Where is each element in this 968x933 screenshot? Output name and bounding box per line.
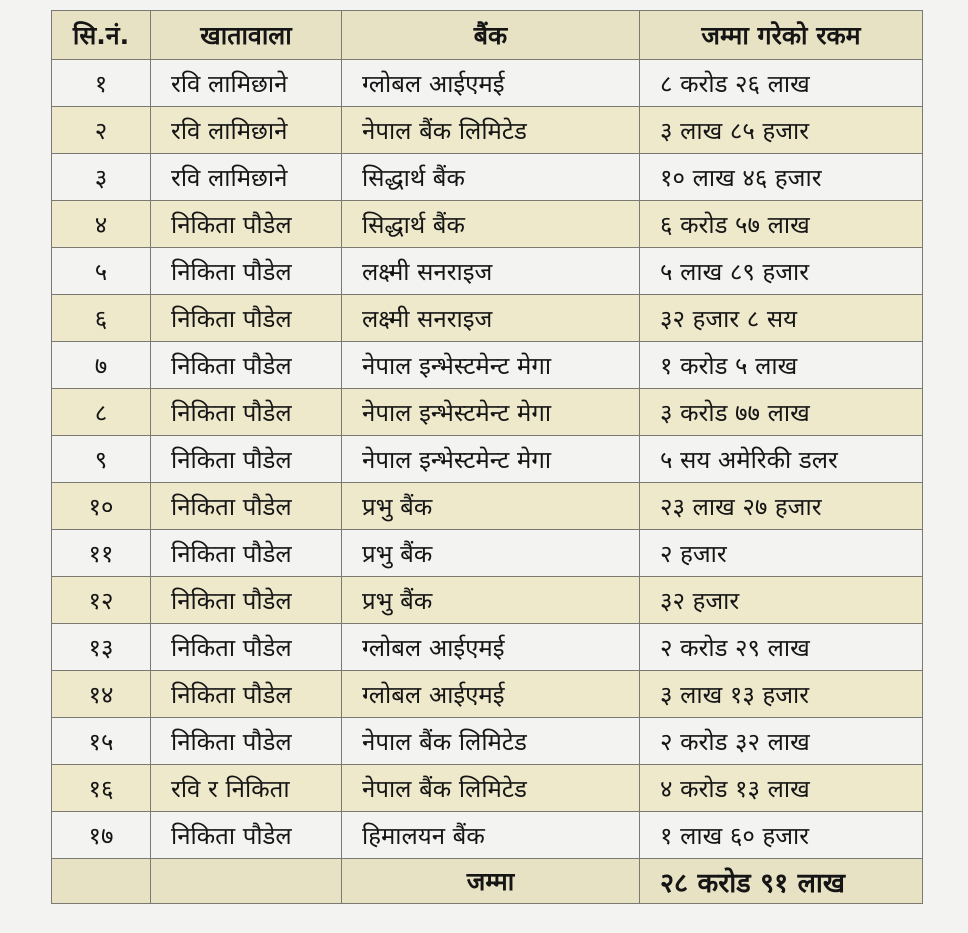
cell-serial-number: १४ <box>52 671 151 718</box>
cell-serial-number: ६ <box>52 295 151 342</box>
cell-serial-number: ४ <box>52 201 151 248</box>
cell-account-holder: निकिता पौडेल <box>151 624 342 671</box>
table-row <box>52 718 923 765</box>
cell-amount: ३ लाख १३ हजार <box>640 671 923 718</box>
table-row <box>52 60 923 107</box>
table-row <box>52 389 923 436</box>
table-row <box>52 812 923 859</box>
cell-amount: ५ सय अमेरिकी डलर <box>640 436 923 483</box>
cell-account-holder: रवि लामिछाने <box>151 154 342 201</box>
cell-bank: नेपाल इन्भेस्टमेन्ट मेगा <box>342 389 640 436</box>
cell-serial-number: १ <box>52 60 151 107</box>
cell-amount: २ करोड ३२ लाख <box>640 718 923 765</box>
cell-serial-number: ९ <box>52 436 151 483</box>
cell-amount: ४ करोड १३ लाख <box>640 765 923 812</box>
cell-amount: १० लाख ४६ हजार <box>640 154 923 201</box>
table-row <box>52 671 923 718</box>
total-empty-cell <box>52 859 151 904</box>
cell-amount: १ करोड ५ लाख <box>640 342 923 389</box>
total-label: जम्मा <box>342 859 640 904</box>
header-deposited-amount: जम्मा गरेको रकम <box>640 11 923 60</box>
total-empty-cell <box>151 859 342 904</box>
cell-bank: प्रभु बैंक <box>342 577 640 624</box>
cell-account-holder: निकिता पौडेल <box>151 577 342 624</box>
table-row <box>52 107 923 154</box>
header-bank: बैंक <box>342 11 640 60</box>
cell-account-holder: निकिता पौडेल <box>151 812 342 859</box>
cell-account-holder: निकिता पौडेल <box>151 483 342 530</box>
table-row <box>52 295 923 342</box>
cell-bank: नेपाल बैंक लिमिटेड <box>342 718 640 765</box>
cell-amount: ३२ हजार ८ सय <box>640 295 923 342</box>
cell-serial-number: ५ <box>52 248 151 295</box>
cell-serial-number: ८ <box>52 389 151 436</box>
cell-account-holder: निकिता पौडेल <box>151 436 342 483</box>
cell-account-holder: निकिता पौडेल <box>151 248 342 295</box>
cell-amount: २ हजार <box>640 530 923 577</box>
table-header-row <box>52 11 923 60</box>
cell-amount: १ लाख ६० हजार <box>640 812 923 859</box>
cell-bank: हिमालयन बैंक <box>342 812 640 859</box>
cell-bank: सिद्धार्थ बैंक <box>342 154 640 201</box>
deposit-table <box>51 10 923 904</box>
cell-amount: २ करोड २९ लाख <box>640 624 923 671</box>
cell-amount: ३ लाख ८५ हजार <box>640 107 923 154</box>
cell-bank: ग्लोबल आईएमई <box>342 624 640 671</box>
cell-bank: नेपाल इन्भेस्टमेन्ट मेगा <box>342 436 640 483</box>
cell-account-holder: निकिता पौडेल <box>151 718 342 765</box>
cell-bank: लक्ष्मी सनराइज <box>342 295 640 342</box>
cell-bank: ग्लोबल आईएमई <box>342 60 640 107</box>
table-row <box>52 342 923 389</box>
cell-bank: ग्लोबल आईएमई <box>342 671 640 718</box>
total-row <box>52 859 923 904</box>
table-row <box>52 248 923 295</box>
cell-bank: लक्ष्मी सनराइज <box>342 248 640 295</box>
table-row <box>52 624 923 671</box>
header-serial-number: सि.नं. <box>52 11 151 60</box>
table-row <box>52 483 923 530</box>
table-row <box>52 765 923 812</box>
table-row <box>52 201 923 248</box>
cell-amount: ५ लाख ८९ हजार <box>640 248 923 295</box>
total-amount: २८ करोड ९१ लाख <box>640 859 923 904</box>
cell-serial-number: १६ <box>52 765 151 812</box>
cell-serial-number: १० <box>52 483 151 530</box>
cell-bank: नेपाल बैंक लिमिटेड <box>342 765 640 812</box>
cell-serial-number: २ <box>52 107 151 154</box>
cell-bank: प्रभु बैंक <box>342 483 640 530</box>
cell-account-holder: निकिता पौडेल <box>151 389 342 436</box>
cell-bank: नेपाल इन्भेस्टमेन्ट मेगा <box>342 342 640 389</box>
table-row <box>52 154 923 201</box>
cell-bank: प्रभु बैंक <box>342 530 640 577</box>
table-body <box>52 60 923 859</box>
header-account-holder: खातावाला <box>151 11 342 60</box>
cell-account-holder: रवि लामिछाने <box>151 60 342 107</box>
cell-serial-number: ३ <box>52 154 151 201</box>
cell-amount: २३ लाख २७ हजार <box>640 483 923 530</box>
table-row <box>52 436 923 483</box>
cell-serial-number: १५ <box>52 718 151 765</box>
cell-account-holder: निकिता पौडेल <box>151 201 342 248</box>
cell-amount: ८ करोड २६ लाख <box>640 60 923 107</box>
cell-serial-number: १३ <box>52 624 151 671</box>
cell-bank: सिद्धार्थ बैंक <box>342 201 640 248</box>
cell-serial-number: ११ <box>52 530 151 577</box>
cell-serial-number: ७ <box>52 342 151 389</box>
cell-serial-number: १२ <box>52 577 151 624</box>
cell-account-holder: रवि र निकिता <box>151 765 342 812</box>
cell-account-holder: निकिता पौडेल <box>151 342 342 389</box>
cell-amount: ६ करोड ५७ लाख <box>640 201 923 248</box>
cell-account-holder: निकिता पौडेल <box>151 671 342 718</box>
cell-account-holder: निकिता पौडेल <box>151 530 342 577</box>
cell-account-holder: निकिता पौडेल <box>151 295 342 342</box>
cell-serial-number: १७ <box>52 812 151 859</box>
deposit-table-container <box>51 10 922 904</box>
cell-amount: ३ करोड ७७ लाख <box>640 389 923 436</box>
cell-account-holder: रवि लामिछाने <box>151 107 342 154</box>
cell-bank: नेपाल बैंक लिमिटेड <box>342 107 640 154</box>
cell-amount: ३२ हजार <box>640 577 923 624</box>
table-row <box>52 577 923 624</box>
table-row <box>52 530 923 577</box>
